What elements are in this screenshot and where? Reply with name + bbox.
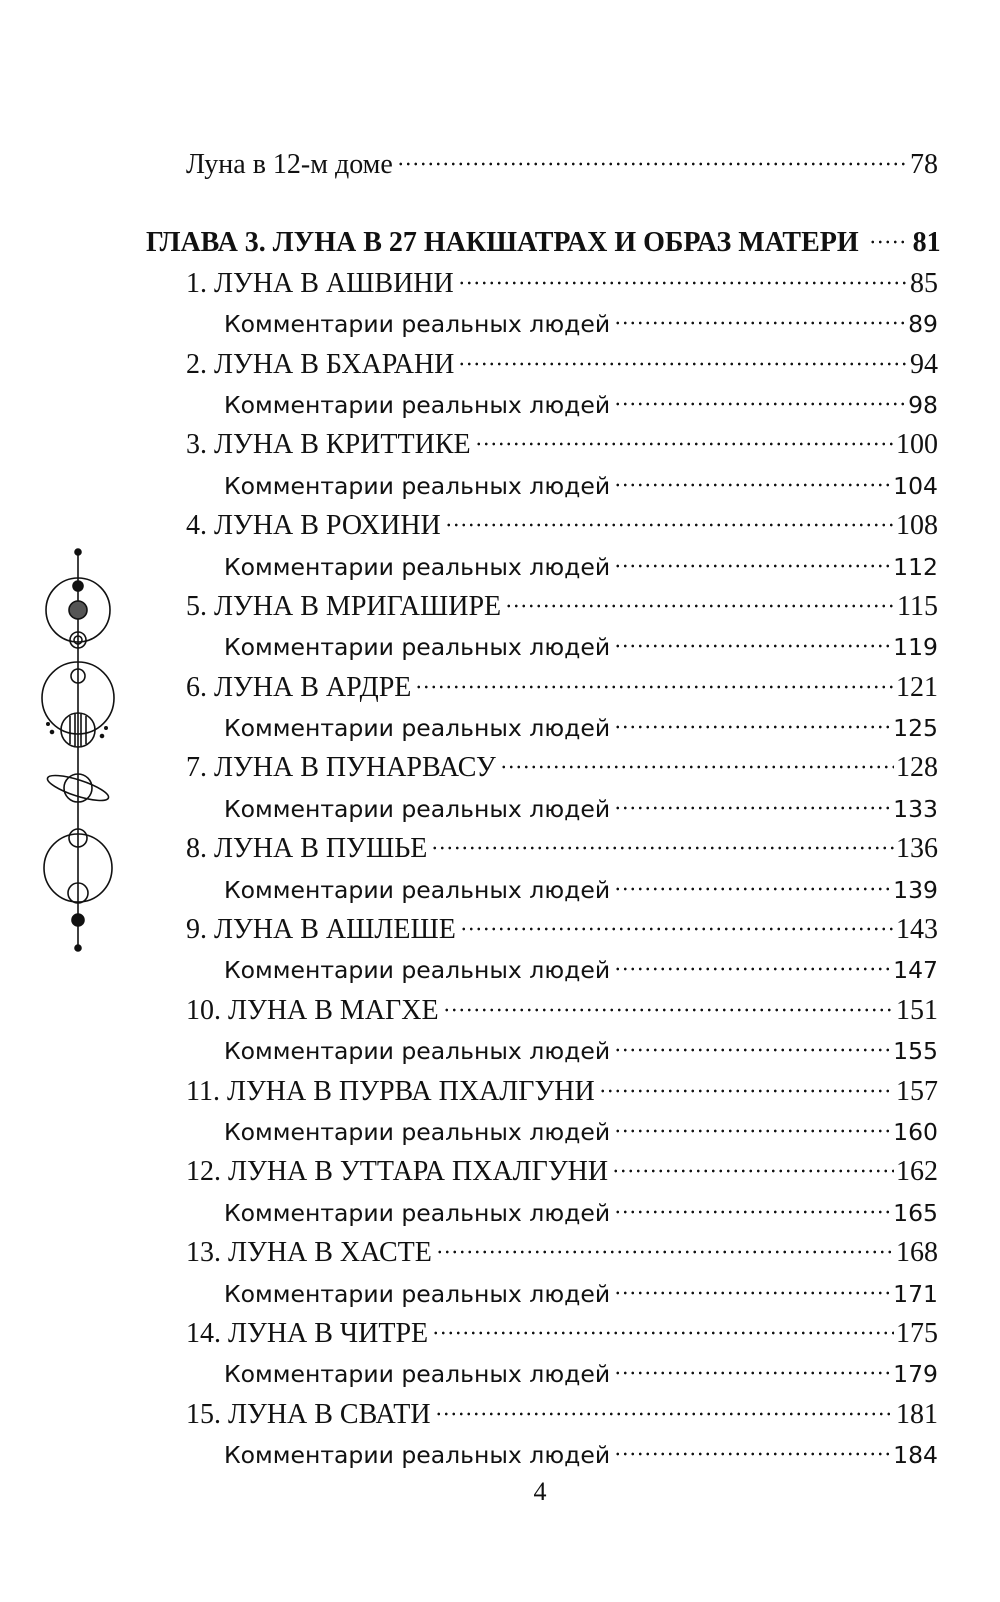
entry-title: Комментарии реальных людей	[224, 1198, 611, 1227]
entry-title: 11. ЛУНА В ПУРВА ПХАЛГУНИ	[186, 1075, 595, 1107]
entry-page: 128	[896, 752, 938, 784]
toc-entry	[186, 910, 938, 950]
dot-leader	[445, 523, 894, 527]
dot-leader	[614, 806, 891, 810]
dot-leader	[397, 162, 908, 166]
comments-entry	[186, 627, 938, 667]
page-number: 4	[533, 1477, 547, 1506]
toc-entry	[186, 506, 938, 546]
toc-entry	[186, 1072, 938, 1112]
entry-page: 171	[893, 1279, 938, 1308]
dot-leader	[614, 725, 891, 729]
entry-page: 162	[896, 1156, 938, 1188]
dot-leader	[500, 765, 894, 769]
entry-page: 78	[910, 149, 938, 180]
comments-entry	[186, 870, 938, 910]
dot-leader	[614, 887, 891, 891]
dot-leader	[614, 1048, 891, 1052]
comments-entry	[186, 304, 938, 344]
entry-title: Комментарии реальных людей	[224, 310, 611, 339]
entry-title: 9. ЛУНА В АШЛЕШЕ	[186, 914, 456, 946]
dot-leader	[460, 927, 894, 931]
entry-title: Комментарии реальных людей	[224, 1441, 611, 1470]
toc-entry	[186, 145, 938, 185]
comments-entry	[186, 547, 938, 587]
entry-page: 139	[893, 875, 938, 904]
entry-title: 5. ЛУНА В МРИГАШИРЕ	[186, 590, 502, 622]
entry-page: 184	[893, 1441, 938, 1470]
entry-page: 115	[897, 590, 938, 622]
entry-page: 85	[910, 267, 938, 299]
entry-title: Комментарии реальных людей	[224, 875, 611, 904]
entry-page: 94	[910, 348, 938, 380]
entry-page: 119	[893, 633, 938, 662]
entry-title: 15. ЛУНА В СВАТИ	[186, 1398, 431, 1430]
comments-entry	[186, 1031, 938, 1071]
table-of-contents	[146, 145, 941, 1476]
dot-leader	[614, 483, 891, 487]
toc-entry	[186, 587, 938, 627]
toc-entry	[186, 748, 938, 788]
chapter-entry	[146, 223, 941, 263]
entry-page: 89	[908, 310, 938, 339]
entry-title: Комментарии реальных людей	[224, 633, 611, 662]
entry-title: ГЛАВА 3. ЛУНА В 27 НАКШАТРАХ И ОБРАЗ МАТЕРИ	[146, 227, 859, 259]
entry-page: 155	[893, 1037, 938, 1066]
entry-title: 1. ЛУНА В АШВИНИ	[186, 267, 454, 299]
dot-leader	[505, 604, 895, 608]
toc-entry	[186, 264, 938, 304]
entry-page: 157	[896, 1075, 938, 1107]
entry-title: Комментарии реальных людей	[224, 390, 611, 419]
toc-entry	[186, 425, 938, 465]
entry-title: Комментарии реальных людей	[224, 714, 611, 743]
entry-page: 125	[893, 714, 938, 743]
toc-entry	[186, 1395, 938, 1435]
entry-page: 133	[893, 794, 938, 823]
entry-title: Комментарии реальных людей	[224, 1360, 611, 1389]
entry-page: 108	[896, 510, 938, 542]
comments-entry	[186, 1435, 938, 1475]
entry-page: 81	[912, 227, 941, 259]
toc-entry	[186, 345, 938, 385]
entry-page: 181	[896, 1398, 938, 1430]
dot-leader	[614, 564, 891, 568]
comments-entry	[186, 708, 938, 748]
dot-leader	[614, 1291, 891, 1295]
entry-title: Луна в 12-м доме	[186, 149, 393, 180]
comments-entry	[186, 385, 938, 425]
entry-page: 168	[896, 1237, 938, 1269]
comments-entry	[186, 466, 938, 506]
dot-leader	[431, 846, 894, 850]
comments-entry	[186, 1274, 938, 1314]
dot-leader	[614, 402, 906, 406]
entry-title: Комментарии реальных людей	[224, 1037, 611, 1066]
entry-page: 112	[893, 552, 938, 581]
entry-title: 13. ЛУНА В ХАСТЕ	[186, 1237, 432, 1269]
dot-leader	[614, 1371, 891, 1375]
entry-title: 10. ЛУНА В МАГХЕ	[186, 994, 439, 1026]
toc-entry	[186, 1152, 938, 1192]
toc-entry	[186, 991, 938, 1031]
entry-page: 151	[896, 994, 938, 1026]
entry-title: 14. ЛУНА В ЧИТРЕ	[186, 1317, 429, 1349]
toc-entry	[186, 1314, 938, 1354]
dot-leader	[436, 1250, 894, 1254]
dot-leader	[614, 1129, 891, 1133]
entry-page: 104	[893, 471, 938, 500]
dot-leader	[614, 1210, 891, 1214]
dot-leader	[435, 1412, 894, 1416]
dot-leader	[612, 1169, 894, 1173]
dot-leader	[475, 442, 894, 446]
entry-page: 160	[893, 1117, 938, 1146]
dot-leader	[458, 362, 908, 366]
entry-title: 7. ЛУНА В ПУНАРВАСУ	[186, 752, 496, 784]
dot-leader	[443, 1008, 894, 1012]
entry-page: 98	[908, 390, 938, 419]
dot-leader	[614, 321, 906, 325]
dot-leader	[458, 281, 908, 285]
entry-page: 143	[896, 914, 938, 946]
dot-leader	[614, 1452, 891, 1456]
comments-entry	[186, 1354, 938, 1394]
entry-title: Комментарии реальных людей	[224, 956, 611, 985]
dot-leader	[432, 1331, 894, 1335]
toc-entry	[186, 1233, 938, 1273]
dot-leader	[599, 1089, 894, 1093]
entry-title: 3. ЛУНА В КРИТТИКЕ	[186, 429, 471, 461]
dot-leader	[614, 644, 891, 648]
entry-title: 8. ЛУНА В ПУШЬЕ	[186, 833, 428, 865]
comments-entry	[186, 1112, 938, 1152]
entry-title: Комментарии реальных людей	[224, 794, 611, 823]
dot-leader	[415, 685, 894, 689]
entry-title: Комментарии реальных людей	[224, 471, 611, 500]
toc-entry	[186, 668, 938, 708]
comments-entry	[186, 950, 938, 990]
entry-page: 100	[896, 429, 938, 461]
entry-title: Комментарии реальных людей	[224, 1279, 611, 1308]
comments-entry	[186, 1193, 938, 1233]
entry-page: 121	[896, 671, 938, 703]
dot-leader	[869, 240, 905, 244]
planets-ornament-icon	[40, 548, 120, 958]
entry-page: 147	[893, 956, 938, 985]
entry-title: 12. ЛУНА В УТТАРА ПХАЛГУНИ	[186, 1156, 609, 1188]
entry-page: 136	[896, 833, 938, 865]
entry-page: 165	[893, 1198, 938, 1227]
toc-entry	[186, 829, 938, 869]
entry-title: Комментарии реальных людей	[224, 552, 611, 581]
entry-title: 6. ЛУНА В АРДРЕ	[186, 671, 412, 703]
comments-entry	[186, 789, 938, 829]
entry-page: 175	[896, 1317, 938, 1349]
entry-page: 179	[893, 1360, 938, 1389]
entry-title: Комментарии реальных людей	[224, 1117, 611, 1146]
entry-title: 2. ЛУНА В БХАРАНИ	[186, 348, 455, 380]
entry-title: 4. ЛУНА В РОХИНИ	[186, 510, 441, 542]
dot-leader	[614, 967, 891, 971]
